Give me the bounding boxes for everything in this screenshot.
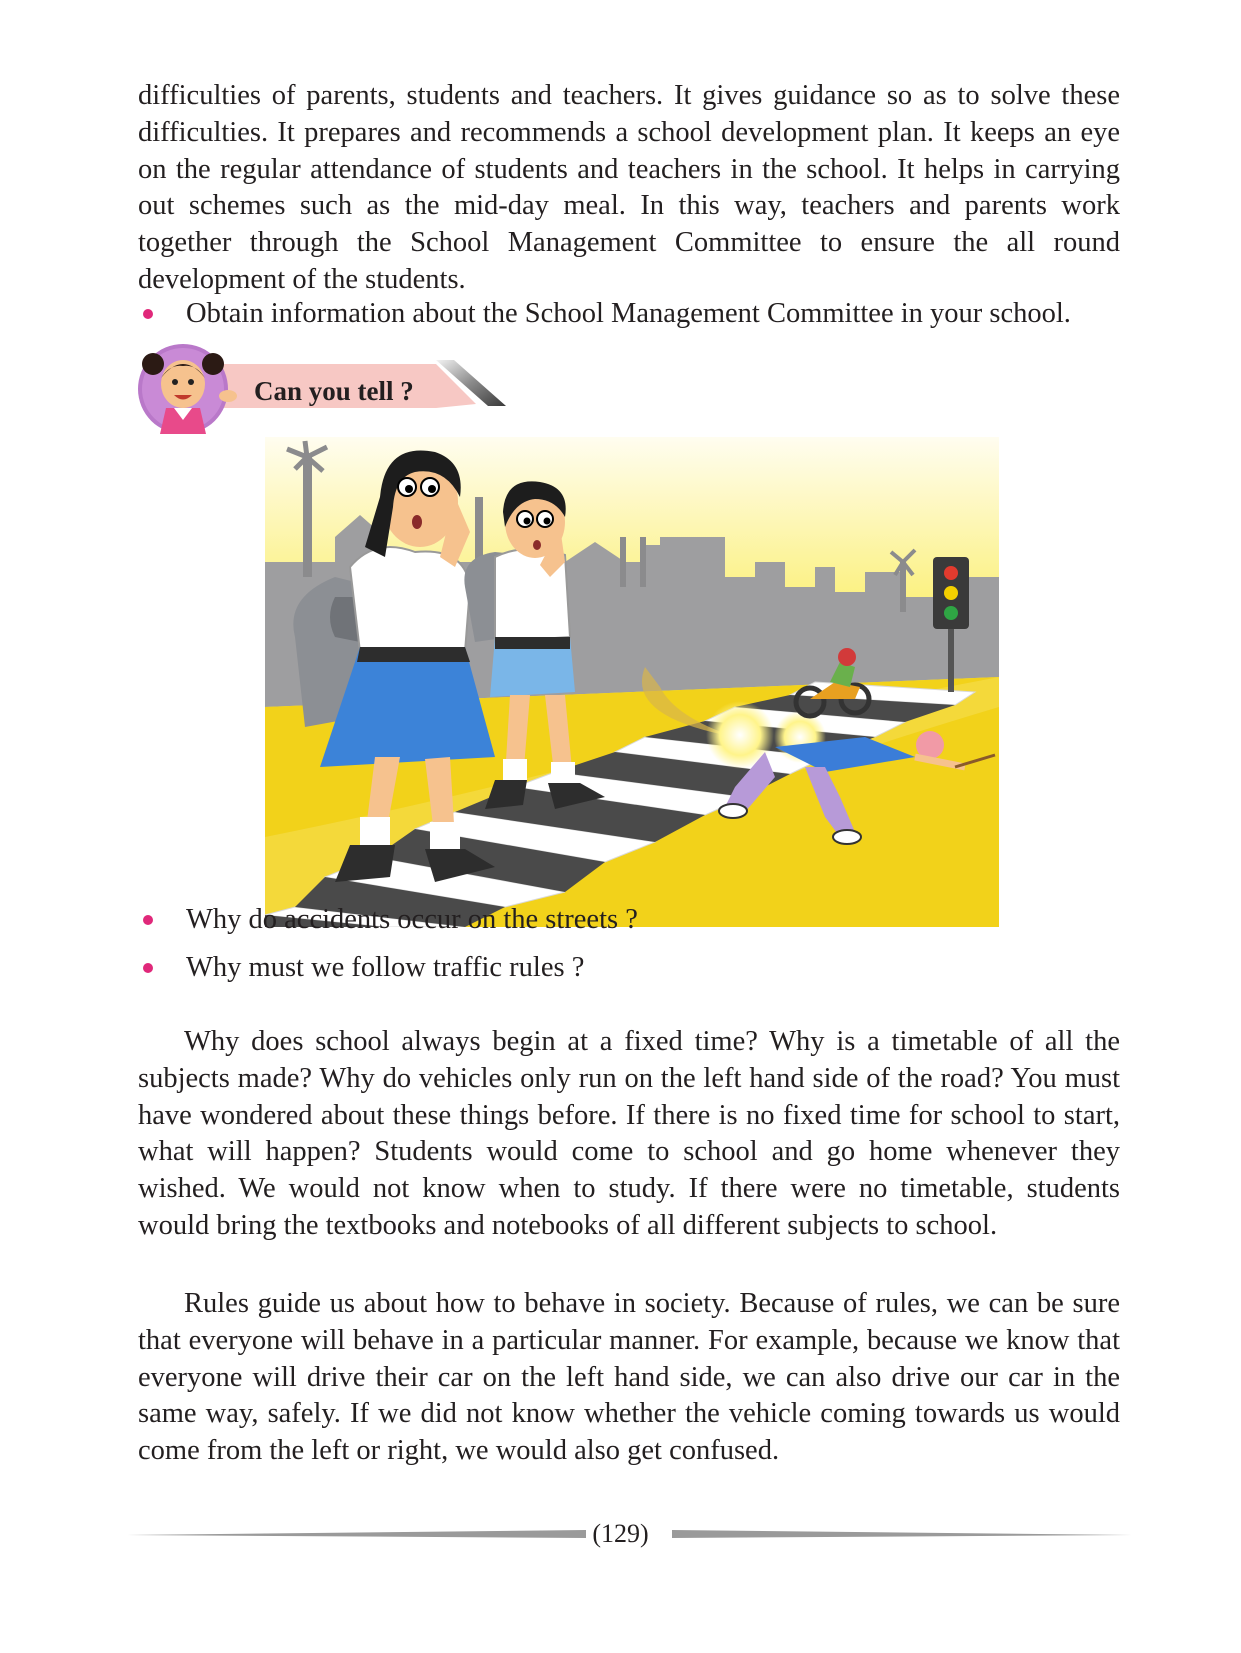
timetable-paragraph: Why does school always begin at a fixed time? Why is a timetable of all the subjects made? Why do vehicles only run on the left hand side of the road? You must have wondered about these things before. If there is no fixed time for school to start, what will happen? Students would come to school and go home whenever they wished. We would not know when to study. If there were no timetable, students would bring the textbooks and notebooks of all different subjects to school. <box>138 1026 1120 1241</box>
intro-paragraph: difficulties of parents, students and teachers. It gives guidance so as to solve these difficulties. It prepares and recommends a school development plan. It keeps an eye on the regular attendance of students and teachers in the school. It helps in carrying out schemes such as the mid-day meal. In this way, teachers and parents work together through the School Management Committee to ensure the all round development of the students. <box>138 80 1120 295</box>
activity-bullet-text: Obtain information about the School Management Committee in your school. <box>186 298 1071 329</box>
bullet-dot <box>143 915 153 925</box>
rules-paragraph: Rules guide us about how to behave in society. Because of rules, we can be sure that everyone will behave in a particular manner. For example, because we know that everyone will drive their car on the left hand side, we can also drive our car in the same way, safely. If we did not know whether the vehicle coming towards us would come from the left or right, we would also get confused. <box>138 1288 1120 1467</box>
road-accident-illustration <box>265 437 999 927</box>
question-text: Why must we follow traffic rules ? <box>186 952 585 983</box>
girl-mascot-icon <box>138 344 237 434</box>
bullet-dot <box>143 309 153 319</box>
can-you-tell-title: Can you tell ? <box>254 376 414 406</box>
question-text: Why do accidents occur on the streets ? <box>186 904 638 935</box>
page-number: (129) <box>592 1519 649 1548</box>
bullet-dot <box>143 963 153 973</box>
